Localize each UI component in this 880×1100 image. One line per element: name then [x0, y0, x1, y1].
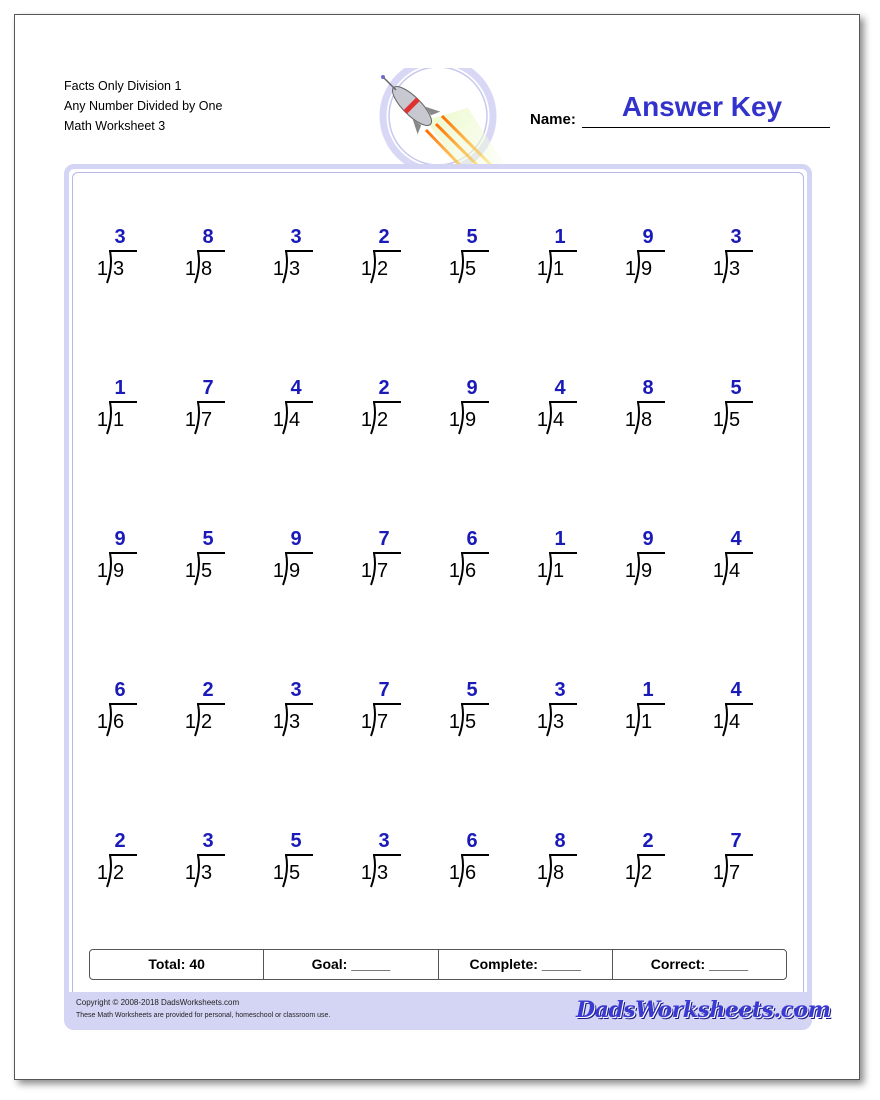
divisor: 1	[184, 862, 196, 884]
divisor: 1	[96, 560, 108, 582]
division-problem	[90, 671, 178, 743]
dividend: 7	[377, 560, 389, 582]
divisor: 1	[536, 258, 548, 280]
copyright-text: Copyright © 2008-2018 DadsWorksheets.com	[76, 998, 240, 1007]
divisor: 1	[272, 560, 284, 582]
dividend: 4	[729, 711, 741, 733]
division-problem	[618, 671, 706, 743]
quotient: 9	[114, 528, 126, 550]
quotient: 2	[114, 830, 126, 852]
quotient: 4	[730, 679, 742, 701]
division-problem	[530, 369, 618, 441]
dividend: 2	[113, 862, 125, 884]
quotient: 9	[642, 226, 654, 248]
division-problem	[442, 520, 530, 592]
dividend: 2	[201, 711, 213, 733]
total-cell: Total: 40	[90, 950, 264, 979]
division-problem	[530, 822, 618, 894]
quotient: 5	[466, 679, 478, 701]
usage-notice: These Math Worksheets are provided for personal, homeschool or classroom use.	[76, 1012, 331, 1019]
division-problem	[354, 369, 442, 441]
goal-cell: Goal: _____	[264, 950, 438, 979]
quotient: 5	[202, 528, 214, 550]
answer-key-text: Answer Key	[621, 91, 783, 122]
quotient: 1	[554, 528, 566, 550]
division-problem	[618, 520, 706, 592]
quotient: 8	[642, 377, 654, 399]
division-problem	[354, 218, 442, 290]
division-problem	[354, 671, 442, 743]
name-line	[582, 127, 830, 128]
division-problem	[266, 369, 354, 441]
division-problem	[178, 822, 266, 894]
divisor: 1	[272, 409, 284, 431]
dividend: 2	[377, 409, 389, 431]
dividend: 3	[553, 711, 565, 733]
divisor: 1	[712, 862, 724, 884]
quotient: 2	[202, 679, 214, 701]
problem-row	[90, 520, 794, 671]
worksheet-subtitle: Any Number Divided by One	[64, 99, 223, 113]
dividend: 4	[729, 560, 741, 582]
dividend: 8	[641, 409, 653, 431]
correct-cell: Correct: _____	[650, 956, 749, 972]
quotient: 9	[290, 528, 302, 550]
divisor: 1	[712, 409, 724, 431]
division-problem	[530, 671, 618, 743]
divisor: 1	[360, 862, 372, 884]
division-problem	[530, 520, 618, 592]
dividend: 1	[641, 711, 653, 733]
dividend: 3	[729, 258, 741, 280]
dividend: 9	[465, 409, 477, 431]
quotient: 8	[202, 226, 214, 248]
divisor: 1	[624, 862, 636, 884]
dividend: 7	[377, 711, 389, 733]
divisor: 1	[448, 862, 460, 884]
quotient: 3	[730, 226, 742, 248]
dividend: 6	[465, 862, 477, 884]
division-problem	[706, 218, 794, 290]
division-problem	[618, 369, 706, 441]
name-label: Name:	[530, 111, 576, 128]
division-problem	[90, 369, 178, 441]
division-problem	[266, 520, 354, 592]
dividend: 8	[201, 258, 213, 280]
divisor: 1	[536, 711, 548, 733]
divisor: 1	[360, 409, 372, 431]
division-problem	[178, 218, 266, 290]
quotient: 1	[114, 377, 126, 399]
divisor: 1	[360, 560, 372, 582]
quotient: 3	[554, 679, 566, 701]
quotient: 6	[466, 528, 478, 550]
division-problem	[706, 671, 794, 743]
quotient: 3	[202, 830, 214, 852]
division-problem	[266, 822, 354, 894]
division-problem	[618, 822, 706, 894]
quotient: 9	[466, 377, 478, 399]
division-problem	[90, 218, 178, 290]
dividend: 2	[641, 862, 653, 884]
division-problem	[266, 671, 354, 743]
divisor: 1	[96, 711, 108, 733]
score-table	[89, 949, 787, 980]
divisor: 1	[96, 409, 108, 431]
divisor: 1	[712, 258, 724, 280]
dividend: 4	[553, 409, 565, 431]
division-problem	[354, 520, 442, 592]
problem-row	[90, 671, 794, 822]
divisor: 1	[712, 711, 724, 733]
quotient: 3	[378, 830, 390, 852]
division-problem	[706, 822, 794, 894]
dividend: 7	[201, 409, 213, 431]
dividend: 8	[553, 862, 565, 884]
division-problem	[178, 520, 266, 592]
quotient: 5	[730, 377, 742, 399]
complete-cell: Complete: _____	[439, 950, 613, 979]
dividend: 2	[377, 258, 389, 280]
quotient: 2	[378, 226, 390, 248]
division-problem	[178, 369, 266, 441]
dividend: 5	[289, 862, 301, 884]
quotient: 7	[202, 377, 214, 399]
quotient: 2	[378, 377, 390, 399]
divisor: 1	[96, 258, 108, 280]
division-problem	[706, 369, 794, 441]
division-problem	[618, 218, 706, 290]
dividend: 9	[641, 560, 653, 582]
quotient: 3	[114, 226, 126, 248]
divisor: 1	[536, 409, 548, 431]
dividend: 9	[113, 560, 125, 582]
quotient: 4	[554, 377, 566, 399]
dividend: 1	[553, 258, 565, 280]
divisor: 1	[184, 258, 196, 280]
divisor: 1	[272, 711, 284, 733]
divisor: 1	[96, 862, 108, 884]
quotient: 2	[642, 830, 654, 852]
dividend: 1	[553, 560, 565, 582]
dividend: 4	[289, 409, 301, 431]
brand-logo: DadsWorksheets.com	[576, 997, 831, 1023]
quotient: 1	[642, 679, 654, 701]
problem-row	[90, 218, 794, 369]
problem-row	[90, 369, 794, 520]
division-problem	[442, 671, 530, 743]
dividend: 3	[377, 862, 389, 884]
dividend: 3	[289, 258, 301, 280]
dividend: 6	[113, 711, 125, 733]
division-problem	[442, 218, 530, 290]
worksheet-number: Math Worksheet 3	[64, 119, 166, 133]
worksheet-title: Facts Only Division 1	[64, 79, 182, 93]
division-problem	[442, 369, 530, 441]
dividend: 3	[201, 862, 213, 884]
division-problem	[178, 671, 266, 743]
dividend: 9	[641, 258, 653, 280]
divisor: 1	[624, 711, 636, 733]
quotient: 4	[730, 528, 742, 550]
dividend: 5	[729, 409, 741, 431]
division-problem	[530, 218, 618, 290]
division-problem	[354, 822, 442, 894]
quotient: 6	[114, 679, 126, 701]
quotient: 5	[290, 830, 302, 852]
divisor: 1	[184, 409, 196, 431]
division-problem	[90, 520, 178, 592]
divisor: 1	[624, 258, 636, 280]
quotient: 7	[730, 830, 742, 852]
dividend: 5	[201, 560, 213, 582]
dividend: 1	[113, 409, 125, 431]
divisor: 1	[360, 258, 372, 280]
quotient: 4	[290, 377, 302, 399]
quotient: 5	[466, 226, 478, 248]
dividend: 5	[465, 258, 477, 280]
dividend: 7	[729, 862, 741, 884]
dividend: 6	[465, 560, 477, 582]
quotient: 8	[554, 830, 566, 852]
quotient: 6	[466, 830, 478, 852]
divisor: 1	[184, 711, 196, 733]
divisor: 1	[184, 560, 196, 582]
problem-grid	[90, 218, 794, 973]
divisor: 1	[448, 711, 460, 733]
dividend: 3	[113, 258, 125, 280]
quotient: 3	[290, 226, 302, 248]
divisor: 1	[448, 409, 460, 431]
quotient: 3	[290, 679, 302, 701]
division-problem	[266, 218, 354, 290]
divisor: 1	[448, 560, 460, 582]
dividend: 3	[289, 711, 301, 733]
division-problem	[706, 520, 794, 592]
quotient: 9	[642, 528, 654, 550]
quotient: 7	[378, 528, 390, 550]
division-problem	[442, 822, 530, 894]
dividend: 5	[465, 711, 477, 733]
divisor: 1	[272, 258, 284, 280]
quotient: 1	[554, 226, 566, 248]
division-problem	[90, 822, 178, 894]
divisor: 1	[624, 560, 636, 582]
quotient: 7	[378, 679, 390, 701]
divisor: 1	[360, 711, 372, 733]
divisor: 1	[448, 258, 460, 280]
divisor: 1	[712, 560, 724, 582]
divisor: 1	[536, 560, 548, 582]
divisor: 1	[624, 409, 636, 431]
dividend: 9	[289, 560, 301, 582]
divisor: 1	[536, 862, 548, 884]
divisor: 1	[272, 862, 284, 884]
